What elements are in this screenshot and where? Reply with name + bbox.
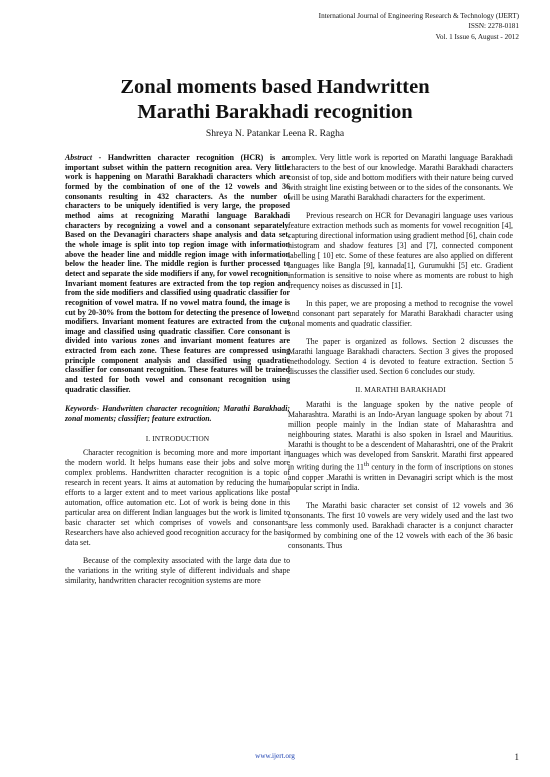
section-heading-introduction: I. INTRODUCTION [145, 434, 210, 443]
journal-url-link[interactable]: www.ijert.org [255, 752, 295, 760]
abstract-body: - Handwritten character recognition (HCR) is an important subset within the pattern recognition area. Very little work is happening on Marathi Barakhadi characters which are formed by the combination of one of the 12 vowels and 36 consonants resulting in 432 characters. As the number of characters to be uniquely identified is very large, the proposed method aims at recognizing Marathi language Barakhadi characters by recognizing a vowel and a consonant separately. Based on the Devanagiri characters shape analysis and data set, the whole image is split into top region image with information above the header line and middle region image with information below the header line. The middle region is further processed to detect and separate the side modifiers if any, for vowel recognition. Invariant moment features are extracted from the top region and from the side modifiers and classified using quadratic classifier for recognition of vowel matra. If no vowel matra found, the image is cut by 20-30% from the bottom for detecting the presence of lower modifiers. Invariant moment features are extracted from the cut image and classified using quadratic classifier. Core consonant is divided into various zones and invariant moment features are extracted from each zone. These features are compressed using principle component analysis and classified using quadratic classifier for consonant recognition. These features will be trained and tested for both vowel and consonant recognition using quadratic classifier. [65, 153, 290, 394]
title-line-1: Zonal moments based Handwritten [120, 76, 430, 98]
right-paragraph-5 [288, 400, 513, 493]
authors: Shreya N. Patankar Leena R. Ragha [205, 128, 345, 139]
keywords-body: Handwritten character recognition; Marathi Barakhadi; zonal moments; classifier; feature extraction. [65, 404, 290, 424]
intro-paragraph-1: Character recognition is becoming more and more important in the modern world. It helps humans ease their jobs and solve more complex problems. Handwritten character recognition is a topic of research in recent years. It aims at automation by reducing the human efforts to a larger extent and to meet various applications like postal automation, office automation etc. Lot of work is being done in this particular area on different Indian languages but the work is limited to basic character set which comprises of vowels and consonants. Researchers have also achieved good recognition accuracy for the basic data set. [65, 448, 290, 548]
right-paragraph-3: In this paper, we are proposing a method to recognise the vowel and consonant part separately for Marathi Barakhadi character using zonal moments and quadratic classifier. [288, 299, 513, 329]
page-number: 1 [514, 752, 519, 762]
keywords-label: Keywords- [65, 404, 99, 414]
left-column [65, 153, 290, 586]
abstract [65, 153, 290, 394]
right-paragraph-4: The paper is organized as follows. Section 2 discusses the Marathi language Barakhadi characters. Section 3 gives the proposed methodology. Section 4 is devoted to feature extraction. Section 5 discusses the classifier used. Section 6 concludes our study. [288, 337, 513, 377]
right-paragraph-2: Previous research on HCR for Devanagiri language uses various feature extraction methods such as moments for vowel recognition [4], capturing directional information using gradient method [6], chain code histogram and shadow features [3] and [7], connected component labelling [ 10] etc. Some of these features are also applied on different languages like Bangla [9], kannada[1], Gurumukhi [5] etc. Gradient information is sensitive to noise where as moments are robust to high frequency noises as discussed in [1]. [288, 211, 514, 291]
keywords [65, 404, 290, 424]
journal-header [319, 11, 519, 42]
marathi-text-b: century in the form of inscriptions on stones and copper .Marathi is written in Devanagiri script which is the most popular script in India. [288, 463, 513, 493]
superscript-th: th [363, 461, 369, 469]
section-heading-marathi-barakhadi: II. MARATHI BARAKHADI [355, 385, 446, 395]
volume-issue: Vol. 1 Issue 6, August - 2012 [435, 32, 519, 41]
right-paragraph-1: complex. Very little work is reported on Marathi language Barakhadi characters to the best of our knowledge. Marathi Barakhadi characters consist of top, side and bottom modifiers with their nature being curved with straight line existing between or to the sides of the consonants. We will be using Marathi Barakhadi characters for the experiment. [288, 153, 513, 203]
paper-title [0, 75, 550, 125]
title-line-2: Marathi Barakhadi recognition [137, 101, 413, 123]
right-paragraph-6: The Marathi basic character set consist of 12 vowels and 36 consonants. The first 10 vowels are very widely used and the last two are less commonly used. Barakhadi character is a conjunct character formed by combining one of the 12 vowels with each of the 36 basic consonants. Thus [288, 501, 513, 551]
right-column [288, 153, 513, 551]
journal-name: International Journal of Engineering Research & Technology (IJERT) [318, 12, 519, 20]
intro-paragraph-2: Because of the complexity associated with the large data due to the variations in the writing style of different individuals and shape similarity, handwritten character recognition systems are more [65, 556, 290, 586]
marathi-text-a: Marathi is the language spoken by the native people of Maharashtra. Marathi is an Indo-Aryan language spoken by about 71 million people mainly in the Indian state of Maharashtra and neighbouring states. Marathi is also spoken in Israel and Mauritius. Marathi is thought to be a descendent of Maharashtri, one of the Prakrit languages which was developed from Sanskrit. Marathi first appeared in writing during the 11 [288, 400, 513, 473]
abstract-label: Abstract [65, 153, 93, 162]
issn: ISSN: 2278-0181 [468, 22, 519, 31]
